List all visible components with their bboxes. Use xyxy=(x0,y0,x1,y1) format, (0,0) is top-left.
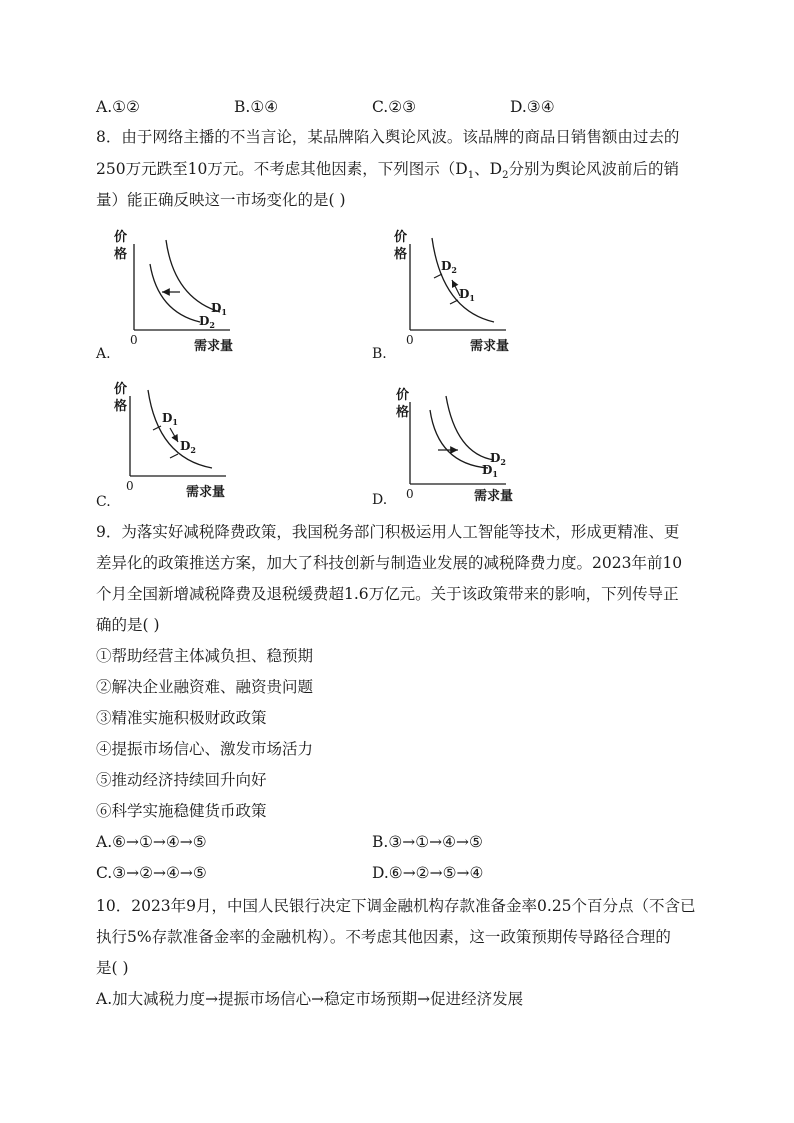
q7-option-a: A.①② xyxy=(96,98,140,116)
q9-stem-line-4: 确的是( ) xyxy=(96,616,160,634)
q10-stem-line-1: 10．2023年9月，中国人民银行决定下调金融机构存款准备金率0.25个百分点（不含已 xyxy=(96,897,696,915)
graph-a-d2-label: $D_2$ xyxy=(199,314,215,330)
graph-a-ylabel-2: 格 xyxy=(114,247,128,262)
graph-b-xlabel: 需求量 xyxy=(470,339,510,354)
graph-a-ylabel-1: 价 xyxy=(114,230,128,245)
q9-item-6: ⑥科学实施稳健货币政策 xyxy=(96,802,267,820)
graph-b-point-d1-mark xyxy=(450,300,458,304)
q9-option-a: A.⑥→①→④→⑤ xyxy=(96,833,207,851)
graph-d-xlabel: 需求量 xyxy=(474,489,514,504)
q9-option-c: C.③→②→④→⑤ xyxy=(96,864,207,882)
graph-d-d2-label: $D_2$ xyxy=(490,451,506,467)
graph-d-ylabel-1: 价 xyxy=(396,388,410,403)
q7-option-b: B.①④ xyxy=(234,98,279,116)
graph-d-origin: 0 xyxy=(406,487,414,501)
q9-item-1: ①帮助经营主体减负担、稳预期 xyxy=(96,647,314,665)
graph-b-ylabel-1: 价 xyxy=(394,230,408,245)
q8-graph-b xyxy=(372,226,534,362)
q7-option-c: C.②③ xyxy=(372,98,417,116)
graph-d-d1-label: $D_1$ xyxy=(482,463,498,479)
q9-stem-line-1: 9．为落实好减税降费政策，我国税务部门积极运用人工智能等技术，形成更精准、更 xyxy=(96,523,680,541)
graph-c-d2-label: $D_2$ xyxy=(180,439,196,455)
q10-stem-line-3: 是( ) xyxy=(96,959,129,977)
graph-d-letter: D. xyxy=(372,492,388,508)
graph-b-d2-label: $D_2$ xyxy=(441,259,457,275)
q9-item-3: ③精准实施积极财政政策 xyxy=(96,709,267,727)
q9-option-b: B.③→①→④→⑤ xyxy=(372,833,483,851)
graph-c-ylabel-1: 价 xyxy=(114,382,128,397)
graph-b-curve xyxy=(432,238,494,322)
q9-stem-line-3: 个月全国新增减税降费及退税缓费超1.6万亿元。关于该政策带来的影响，下列传导正 xyxy=(96,585,679,603)
q9-item-4: ④提振市场信心、激发市场活力 xyxy=(96,740,314,758)
graph-c-point-d2-mark xyxy=(170,454,178,458)
graph-c-letter: C. xyxy=(96,494,111,510)
graph-a-d1-label: $D_1$ xyxy=(211,301,227,317)
q7-option-d: D.③④ xyxy=(510,98,555,116)
graph-d-ylabel-2: 格 xyxy=(396,405,410,420)
graph-b-point-d2-mark xyxy=(434,274,442,278)
q9-option-d: D.⑥→②→⑤→④ xyxy=(372,864,484,882)
graph-c-d1-label: $D_1$ xyxy=(162,411,178,427)
q9-item-5: ⑤推动经济持续回升向好 xyxy=(96,771,267,789)
graph-c-curve xyxy=(148,390,212,468)
graph-c-ylabel-2: 格 xyxy=(114,399,128,414)
q8-graph-c xyxy=(96,378,258,513)
q8-graph-a xyxy=(96,226,258,362)
q10-option-a: A.加大减税力度→提振市场信心→稳定市场预期→促进经济发展 xyxy=(96,990,524,1008)
q10-stem-line-2: 执行5%存款准备金率的金融机构）。不考虑其他因素，这一政策预期传导路径合理的 xyxy=(96,928,671,946)
q8-stem-line-3: 量）能正确反映这一市场变化的是( ) xyxy=(96,191,346,209)
graph-c-origin: 0 xyxy=(126,479,134,493)
graph-a-origin: 0 xyxy=(130,333,138,347)
graph-d-curve-d1 xyxy=(430,410,488,468)
q9-stem-line-2: 差异化的政策推送方案，加大了科技创新与制造业发展的减税降费力度。2023年前10 xyxy=(96,554,683,572)
graph-c-xlabel: 需求量 xyxy=(186,485,226,500)
q8-stem-line-1: 8．由于网络主播的不当言论，某品牌陷入舆论风波。该品牌的商品日销售额由过去的 xyxy=(96,128,680,146)
graph-b-ylabel-2: 格 xyxy=(394,247,408,262)
q8-stem-line-2: 250万元跌至10万元。不考虑其他因素，下列图示（$D_1$、$D_2$分别为舆论风波前后的销 xyxy=(96,160,679,182)
graph-b-origin: 0 xyxy=(406,333,414,347)
graph-b-letter: B. xyxy=(372,346,387,362)
graph-c-shift-arrow xyxy=(170,428,178,442)
graph-a-letter: A. xyxy=(96,346,111,362)
graph-a-xlabel: 需求量 xyxy=(194,339,234,354)
graph-b-d1-label: $D_1$ xyxy=(459,287,475,303)
q9-item-2: ②解决企业融资难、融资贵问题 xyxy=(96,678,314,696)
q8-graph-d xyxy=(372,384,534,519)
